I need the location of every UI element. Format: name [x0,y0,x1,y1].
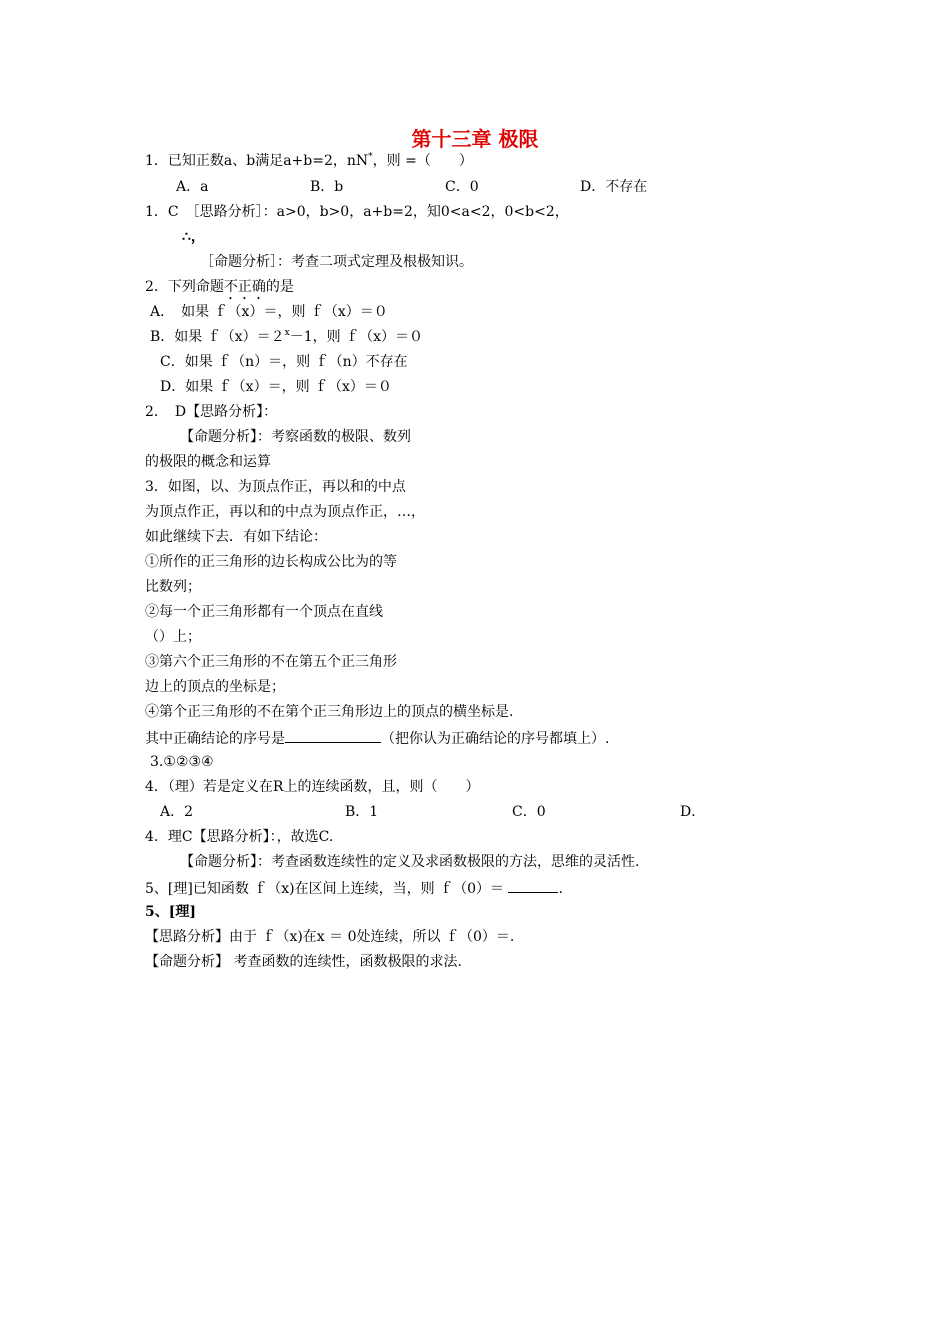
q2-analysis-line-1: 【命题分析】：考察函数的极限、数列 [180,429,411,445]
q4-analysis: 【命题分析】：考查函数连续性的定义及求函数极限的方法，思维的灵活性. [180,854,640,870]
q3-line-4: ①所作的正三角形的边长构成公比为的等 [145,554,397,570]
q1-therefore: ∴， [182,229,205,245]
q3-line-8: ③第六个正三角形的不在第五个正三角形 [145,654,397,670]
q1-choice-b: B．b [310,179,344,195]
q2-stem: 2．下列命题不正确的是 [145,279,294,295]
q5-answer-label: 5、[理] [145,904,196,920]
q4-choice-c: C．0 [512,804,546,820]
q3-line-6: ②每一个正三角形都有一个顶点在直线 [145,604,383,620]
q2-choice-d: D．如果 ｆ（x）＝，则 ｆ（x）＝０ [160,379,392,395]
q3-answer: 3.①②③④ [150,754,214,770]
q4-choice-d: D． [680,804,706,820]
q2-analysis-line-2: 的极限的概念和运算 [145,454,271,470]
q3-line-7: （）上； [145,629,201,645]
q3-line-9: 边上的顶点的坐标是； [145,679,285,695]
q3-line-3: 如此继续下去．有如下结论： [145,529,327,545]
q4-answer: 4．理C【思路分析】：，故选C. [145,829,334,845]
q3-line-5: 比数列； [145,579,201,595]
q4-choice-b: B．1 [345,804,379,820]
q2-choice-c: C．如果 ｆ（n）＝，则 ｆ（n）不存在 [160,354,408,370]
page-title: 第十三章 极限 [411,127,539,151]
q2-choice-a: A． 如果 ｆ（x）＝，则 ｆ（x）＝０ [150,304,388,320]
q5-answer-blank [508,878,558,893]
q5-analysis-line-1: 【思路分析】由于 ｆ（x)在x ＝ 0处连续，所以 ｆ（0）＝. [145,929,515,945]
q1-choice-a: A．a [176,179,209,195]
q4-stem: 4．（理）若是定义在R上的连续函数，且，则（ ） [145,779,480,795]
q1-stem: 1．已知正数a、b满足a+b=2，nN*，则 =（ ） [145,152,473,169]
q1-choice-c: C．0 [445,179,479,195]
q1-answer: 1．C ［思路分析］：a>0，b>0，a+b=2，知0<a<2，0<b<2， [145,204,569,220]
q3-answer-blank [285,728,381,743]
q3-line-1: 3．如图，以、为顶点作正，再以和的中点 [145,479,406,495]
q1-choice-d: D．不存在 [580,179,648,195]
q3-line-2: 为顶点作正，再以和的中点为顶点作正，…， [145,504,425,520]
q2-choice-b: B．如果 $f(x)=2^x-1$，则 ｆ（x）＝０ [150,328,423,345]
q2-answer: 2． D【思路分析】： [145,404,278,420]
q4-choice-a: A．2 [160,804,194,820]
q5-analysis-line-2: 【命题分析】 考查函数的连续性，函数极限的求法. [145,954,462,970]
q5-stem: 5、[理]已知函数 ｆ（x)在区间上连续，当，则 ｆ（0）＝ . [145,878,563,896]
q1-analysis: ［命题分析］：考查二项式定理及根极知识。 [200,254,473,270]
q3-line-10: ④第个正三角形的不在第个正三角形边上的顶点的横坐标是. [145,704,514,720]
q3-fill-line: 其中正确结论的序号是 （把你认为正确结论的序号都填上）. [145,728,609,746]
